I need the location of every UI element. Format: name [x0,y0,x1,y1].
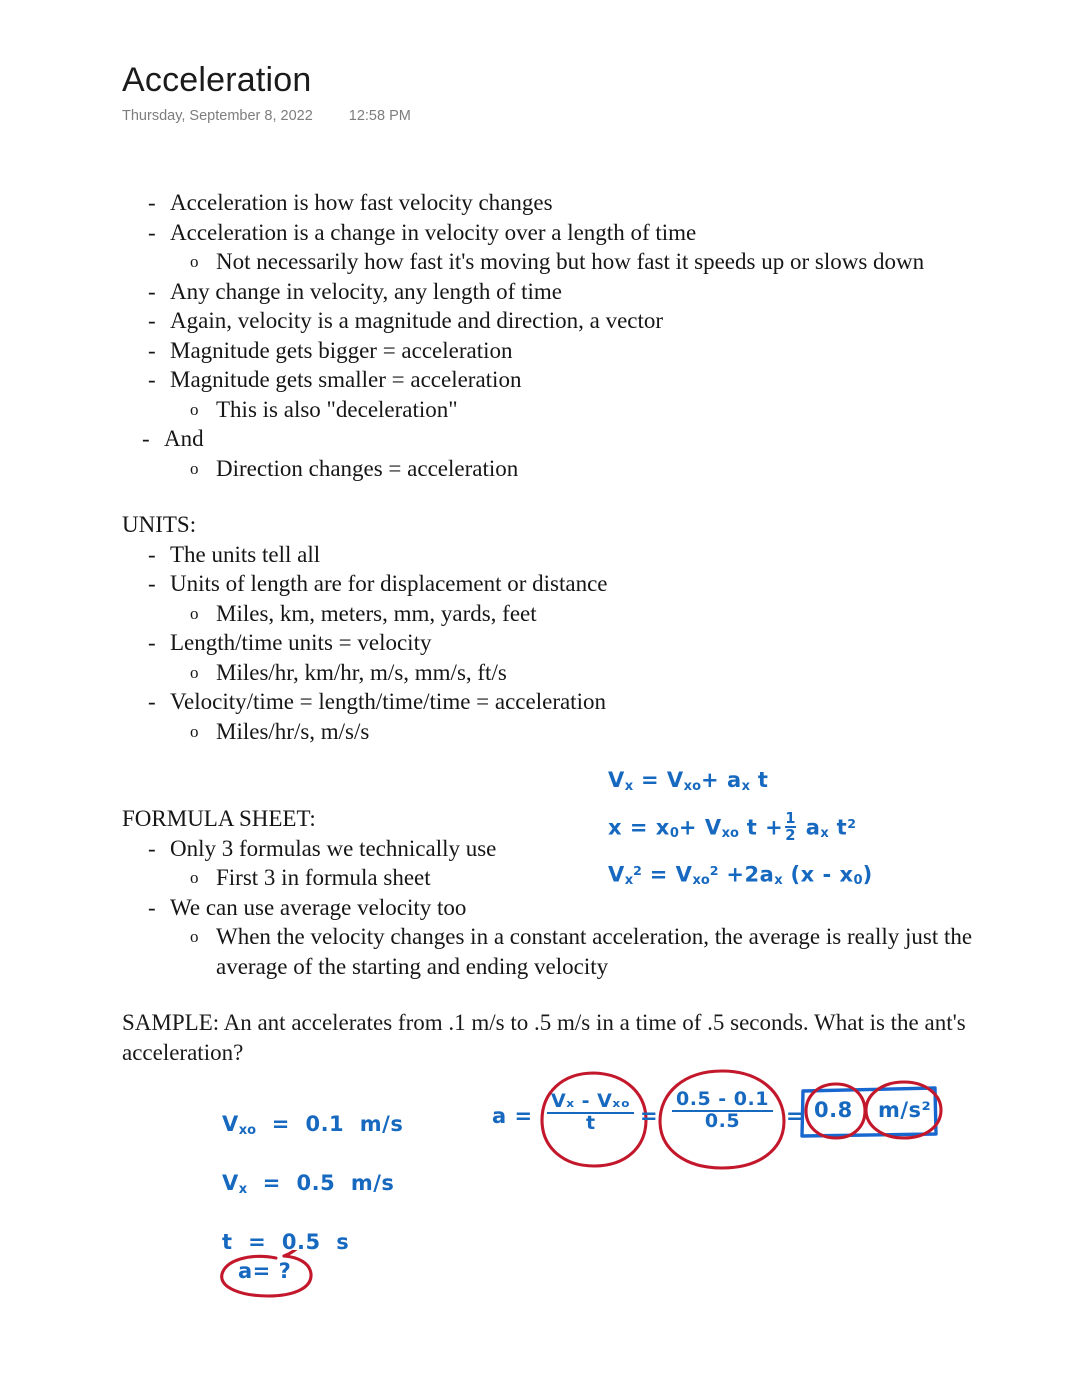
list-item-label: First 3 in formula sheet [216,865,431,890]
given-2-symbol: t [222,1229,233,1254]
solution-answer-unit: m/s² [878,1098,932,1122]
list-item [122,336,1052,366]
given-0-value: 0.1 [305,1112,345,1136]
solution-equals-1: = [640,1104,659,1128]
list-item-label: When the velocity changes in a constant acceleration, the average is really just the average of the starting and ending velocity [216,924,973,979]
solution-fraction-2 [672,1090,773,1132]
list-item [122,922,1018,981]
given-row [222,1157,403,1216]
given-row [222,1098,403,1157]
kinematic-equation-2 [608,805,873,852]
eq3-lhs-sub: x [624,873,634,889]
list-item [122,395,1052,425]
eq3-term1-sub: xo [692,873,710,889]
given-1-equals: = [262,1170,281,1195]
given-1-symbol: V [222,1170,239,1195]
eq3-plus: + [726,862,745,887]
circle-bullet-icon: o [190,399,199,419]
eq1-term2: a [726,768,742,792]
eq2-term3: t [746,815,758,840]
fraction-1 [547,1092,634,1134]
fraction-2-numerator: 0.5 - 0.1 [676,1088,769,1110]
fraction-2-denominator: 0.5 [672,1110,773,1132]
list-item-label: Miles, km, meters, mm, yards, feet [216,600,537,626]
eq2-one-half-fraction [785,811,796,843]
list-item [122,247,1052,277]
eq3-lhs: V [608,862,625,887]
list-item-label: Miles/hr, km/hr, m/s, mm/s, ft/s [216,659,507,685]
eq3-paren-sub: 0 [853,873,863,889]
eq2-term1-sub: 0 [669,826,679,842]
eq1-equals: = [640,768,660,792]
eq1-term1: V [666,768,684,792]
worked-solution [492,1066,942,1176]
note-time: 12:58 PM [348,108,411,125]
dash-bullet-icon: - [148,689,156,714]
solution-equals-2: = [786,1104,805,1128]
sample-problem [122,1008,1066,1068]
list-item [122,454,1052,484]
circle-bullet-icon: o [190,252,199,271]
list-item-label: And [164,426,204,451]
eq2-term2: V [704,815,722,840]
kinematic-equation-1 [608,762,873,805]
list-item [122,188,1052,218]
eq1-term1-sub: xo [683,778,702,794]
dash-bullet-icon: - [148,541,156,567]
eq2-term2-sub: xo [721,826,739,842]
list-item [122,717,822,747]
given-2-value: 0.5 [281,1229,321,1254]
note-date: Thursday, September 8, 2022 [122,108,313,125]
eq2-term4-sub: x [820,826,829,842]
eq3-coefficient-sub: x [774,873,783,889]
list-item-label: The units tell all [170,541,321,567]
fraction-1-denominator: t [547,1112,634,1134]
list-item-label: Any change in velocity, any length of time [170,278,562,304]
note-header [122,62,1022,124]
circle-bullet-icon: o [190,927,199,946]
list-item [122,599,822,629]
list-item-label: Units of length are for displacement or distance [170,571,608,596]
list-item [122,628,822,658]
unknown-annotation [216,1250,316,1296]
eq1-lhs: V [608,768,625,792]
eq2-term5-sup: 2 [847,815,856,831]
given-0-subscript: xo [238,1122,257,1138]
eq2-equals: = [629,815,648,840]
outline-top-section [122,188,1052,483]
eq3-coefficient: 2a [744,862,775,887]
list-item-label: Direction changes = acceleration [216,455,519,481]
eq2-term1: x [655,815,670,840]
handwritten-givens [222,1098,403,1268]
solution-lead: a = [492,1104,533,1128]
units-heading [122,510,822,540]
eq1-lhs-sub: x [624,778,634,794]
list-item [122,569,822,599]
sample-problem-text: SAMPLE: An ant accelerates from .1 m/s to .5 m/s in a time of .5 seconds. What is the ant's acceleration? [122,1010,966,1065]
dash-bullet-icon: - [148,337,156,363]
list-item-label: Magnitude gets bigger = acceleration [170,337,513,363]
dash-bullet-icon: - [148,190,156,215]
given-1-value: 0.5 [296,1170,336,1195]
dash-bullet-icon: - [148,367,156,392]
eq1-plus: + [701,768,720,792]
list-item [122,424,1052,454]
eq1-term2-sub: x [741,778,751,794]
eq3-lhs-sup: 2 [633,863,642,879]
solution-answer-value: 0.8 [814,1098,853,1122]
circle-bullet-icon: o [190,721,199,741]
list-item [122,540,822,570]
list-item-label: Not necessarily how fast it's moving but how fast it speeds up or slows down [216,249,925,274]
eq2-term4: a [805,815,821,840]
eq1-term3: t [757,768,769,792]
list-item [122,658,822,688]
dash-bullet-icon: - [148,278,156,304]
dash-bullet-icon: - [148,308,156,333]
dash-bullet-icon: - [148,835,156,861]
circle-bullet-icon: o [190,458,199,478]
note-metadata [122,108,1022,124]
given-2-equals: = [248,1229,267,1254]
list-item [122,365,1052,395]
eq2-plus2: + [765,815,784,840]
dash-bullet-icon: - [148,894,156,920]
page-title: Acceleration [122,61,312,99]
given-1-subscript: x [238,1181,248,1197]
kinematic-equation-3 [608,852,873,899]
list-item [122,306,1052,336]
handwritten-formula-sheet [608,762,873,899]
given-1-unit: m/s [350,1170,395,1195]
circle-bullet-icon: o [190,603,199,623]
eq3-term1-sup: 2 [709,863,719,879]
list-item [122,687,822,717]
circle-bullet-icon: o [190,662,199,682]
fraction-2 [672,1090,773,1132]
list-item-label: Acceleration is how fast velocity changes [170,190,553,215]
eq2-frac-numerator: 1 [785,810,796,828]
solution-fraction-1 [547,1092,634,1134]
eq3-equals: = [649,862,668,887]
eq3-paren-close: ) [862,862,873,887]
dash-bullet-icon: - [148,571,156,596]
eq2-term5: t [836,815,848,840]
eq2-lhs: x [608,815,623,840]
given-0-symbol: V [222,1112,239,1136]
list-item-label: Again, velocity is a magnitude and direction, a vector [170,308,664,333]
list-item-label: Length/time units = velocity [170,630,432,655]
list-item-label: Velocity/time = length/time/time = acceleration [170,689,606,714]
given-2-unit: s [336,1229,350,1254]
fraction-1-numerator: Vₓ - Vₓₒ [551,1090,631,1112]
unknown-label: a= ? [238,1259,292,1283]
dash-bullet-icon: - [148,219,156,245]
dash-bullet-icon: - [148,630,156,655]
given-0-equals: = [271,1112,290,1136]
units-section [122,510,822,746]
eq3-paren-open: (x - x [790,862,854,887]
circle-bullet-icon: o [190,868,199,887]
list-item-label: Only 3 formulas we technically use [170,835,497,861]
eq2-plus1: + [678,815,697,840]
list-item-label: Acceleration is a change in velocity over a length of time [170,219,697,245]
units-heading-label: UNITS: [122,512,197,537]
list-item-label: Magnitude gets smaller = acceleration [170,367,522,392]
list-item-label: We can use average velocity too [170,894,467,920]
list-item [122,277,1052,307]
given-0-unit: m/s [359,1112,404,1136]
dash-bullet-icon: - [142,426,150,451]
list-item [122,218,1052,248]
list-item-label: Miles/hr/s, m/s/s [216,718,370,744]
list-item-label: This is also "deceleration" [216,396,458,422]
eq3-term1: V [675,862,693,887]
eq2-frac-denominator: 2 [785,827,796,845]
formula-heading-label: FORMULA SHEET: [122,806,316,831]
